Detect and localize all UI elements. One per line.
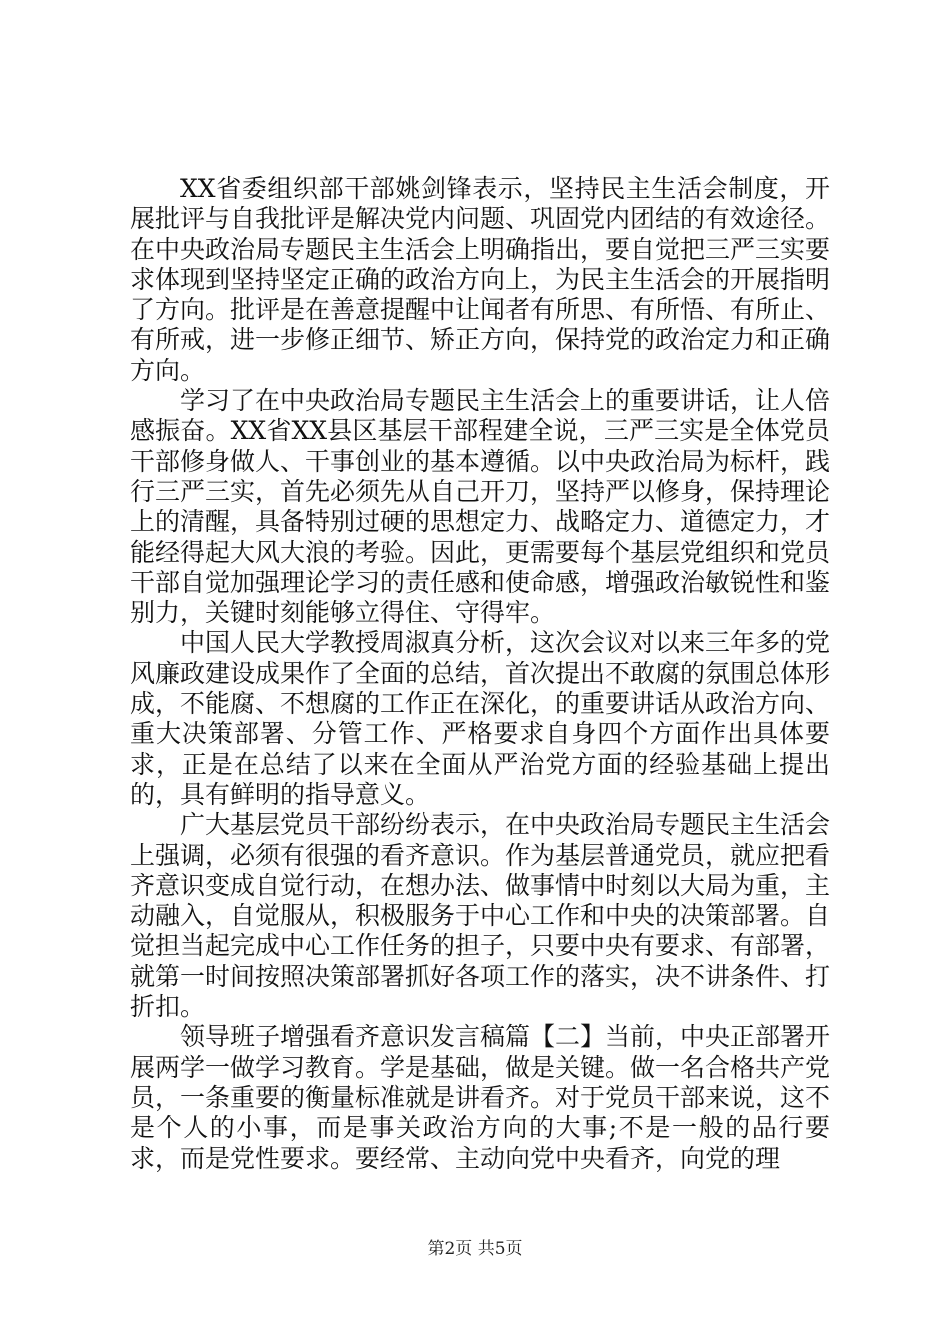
page-number: 第2页 共5页 (427, 1239, 523, 1259)
paragraph-4: 广大基层党员干部纷纷表示，在中央政治局专题民主生活会上强调，必须有很强的看齐意识。作为基层普通党员，就应把看齐意识变成自觉行动，在想办法、做事情中时刻以大局为重，主动融入，自觉服从，积极服务于中心工作和中央的决策部署。自觉担当起完成中心工作任务的担子，只要中央有要求、有部署，就第一时间按照决策部署抓好各项工作的落实，决不讲条件、打折扣。 (130, 810, 831, 1022)
paragraph-5: 领导班子增强看齐意识发言稿篇【二】当前，中央正部署开展两学一做学习教育。学是基础，做是关键。做一名合格共产党员，一条重要的衡量标准就是讲看齐。对于党员干部来说，这不是个人的小事，而是事关政治方向的大事;不是一般的品行要求，而是党性要求。要经常、主动向党中央看齐，向党的理 (130, 1022, 831, 1173)
document-body (130, 174, 830, 1174)
page-footer (0, 1234, 950, 1259)
paragraph-2: 学习了在中央政治局专题民主生活会上的重要讲话，让人倍感振奋。XX省XX县区基层干部程建全说，三严三实是全体党员干部修身做人、干事创业的基本遵循。以中央政治局为标杆，践行三严三实，首先必须先从自己开刀，坚持严以修身，保持理论上的清醒，具备特别过硬的思想定力、战略定力、道德定力，才能经得起大风大浪的考验。因此，更需要每个基层党组织和党员干部自觉加强理论学习的责任感和使命感，增强政治敏锐性和鉴别力，关键时刻能够立得住、守得牢。 (130, 386, 831, 628)
paragraph-1: XX省委组织部干部姚剑锋表示，坚持民主生活会制度，开展批评与自我批评是解决党内问题、巩固党内团结的有效途径。在中央政治局专题民主生活会上明确指出，要自觉把三严三实要求体现到坚持坚定正确的政治方向上，为民主生活会的开展指明了方向。批评是在善意提醒中让闻者有所思、有所悟、有所止、有所戒，进一步修正细节、矫正方向，保持党的政治定力和正确方向。 (130, 174, 831, 385)
paragraph-3: 中国人民大学教授周淑真分析，这次会议对以来三年多的党风廉政建设成果作了全面的总结，首次提出不敢腐的氛围总体形成，不能腐、不想腐的工作正在深化，的重要讲话从政治方向、重大决策部署、分管工作、严格要求自身四个方面作出具体要求，正是在总结了以来在全面从严治党方面的经验基础上提出的，具有鲜明的指导意义。 (130, 628, 831, 809)
